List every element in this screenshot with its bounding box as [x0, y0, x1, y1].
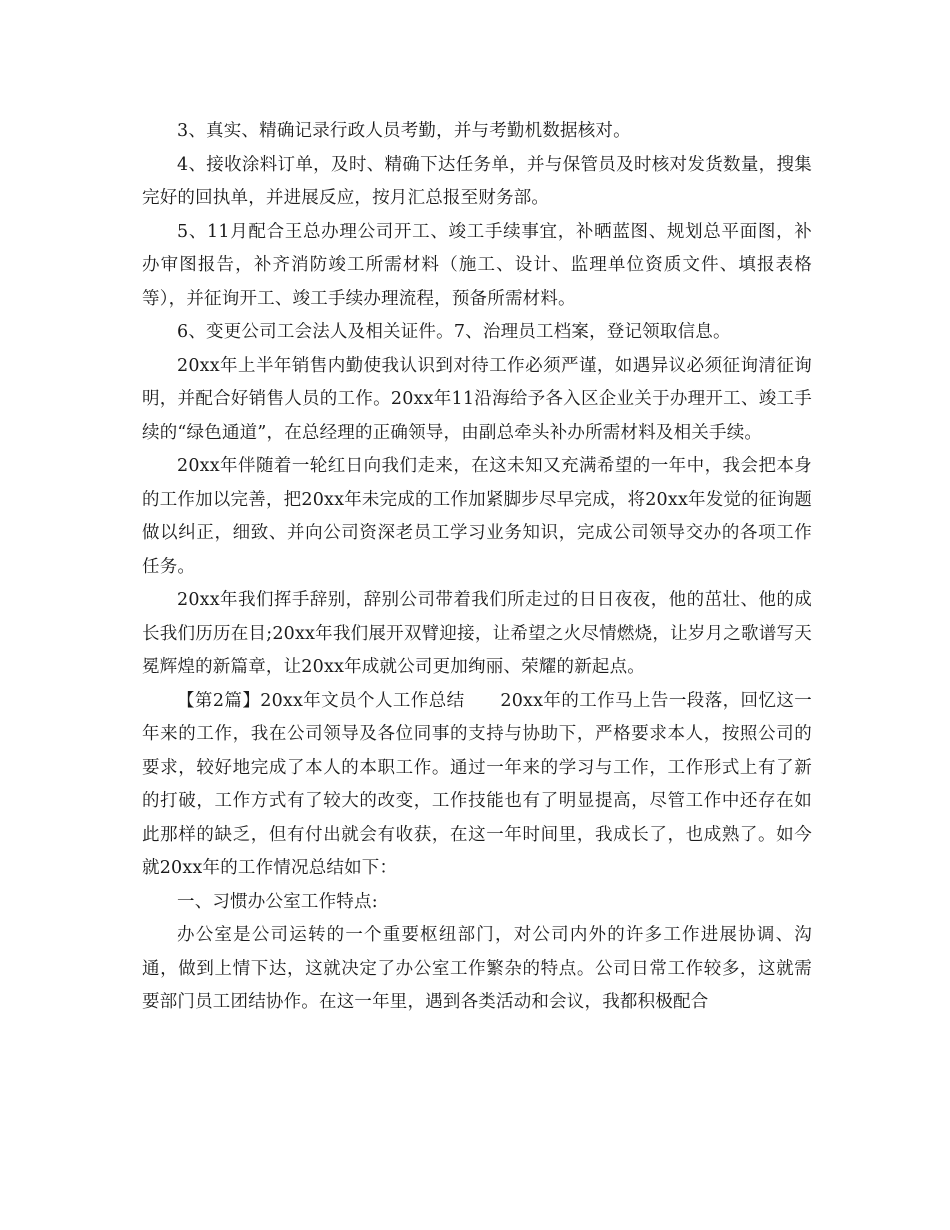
paragraph-sales-experience: 20xx年上半年销售内勤使我认识到对待工作必须严谨，如遇异议必须征询清征询明，并配合好销售人员的工作。20xx年11沿海给予各入区企业关于办理开工、竣工手续的“绿色通道”，在总经理的正确领导，由副总牵头补办所需材料及相关手续。 — [142, 355, 812, 443]
paragraph-item-4: 4、接收涂料订单，及时、精确下达任务单，并与保管员及时核对发货数量，搜集完好的回执单，并进展反应，按月汇总报至财务部。 — [142, 154, 812, 208]
paragraph-part-2-intro: 【第2篇】20xx年文员个人工作总结 20xx年的工作马上告一段落，回忆这一年来的工作，我在公司领导及各位同事的支持与协助下，严格要求本人，按照公司的要求，较好地完成了本人的本职工作。通过一年来的学习与工作，工作形式上有了新的打破，工作方式有了较大的改变，工作技能也有了明显提高，尽管工作中还存在如此那样的缺乏，但有付出就会有收获，在这一年时间里，我成长了，也成熟了。如今就20xx年的工作情况总结如下： — [142, 690, 812, 878]
paragraph-office-characteristics: 办公室是公司运转的一个重要枢纽部门，对公司内外的许多工作进展协调、沟通，做到上情下达，这就决定了办公室工作繁杂的特点。公司日常工作较多，这就需要部门员工团结协作。在这一年里，遇到各类活动和会议，我都积极配合 — [142, 925, 812, 1012]
paragraph-item-5: 5、11月配合王总办理公司开工、竣工手续事宜，补晒蓝图、规划总平面图，补办审图报告，补齐消防竣工所需材料（施工、设计、监理单位资质文件、填报表格等），并征询开工、竣工手续办理流程，预备所需材料。 — [142, 221, 812, 309]
paragraph-new-year-plan: 20xx年伴随着一轮红日向我们走来，在这未知又充满希望的一年中，我会把本身的工作加以完善，把20xx年未完成的工作加紧脚步尽早完成，将20xx年发觉的征询题做以纠正，细致、并向公司资深老员工学习业务知识，完成公司领导交办的各项工作任务。 — [142, 456, 812, 577]
paragraph-item-6-7: 6、变更公司工会法人及相关证件。7、治理员工档案，登记领取信息。 — [177, 322, 731, 342]
paragraph-item-3: 3、真实、精确记录行政人员考勤，并与考勤机数据核对。 — [177, 121, 631, 141]
section-heading: 一、习惯办公室工作特点: — [177, 891, 378, 912]
document-body — [142, 115, 812, 1020]
paragraph-farewell: 20xx年我们挥手辞别，辞别公司带着我们所走过的日日夜夜，他的茁壮、他的成长我们历历在目;20xx年我们展开双臂迎接，让希望之火尽情燃烧，让岁月之歌谱写天冕辉煌的新篇章，让20xx年成就公司更加绚丽、荣耀的新起点。 — [142, 590, 812, 677]
